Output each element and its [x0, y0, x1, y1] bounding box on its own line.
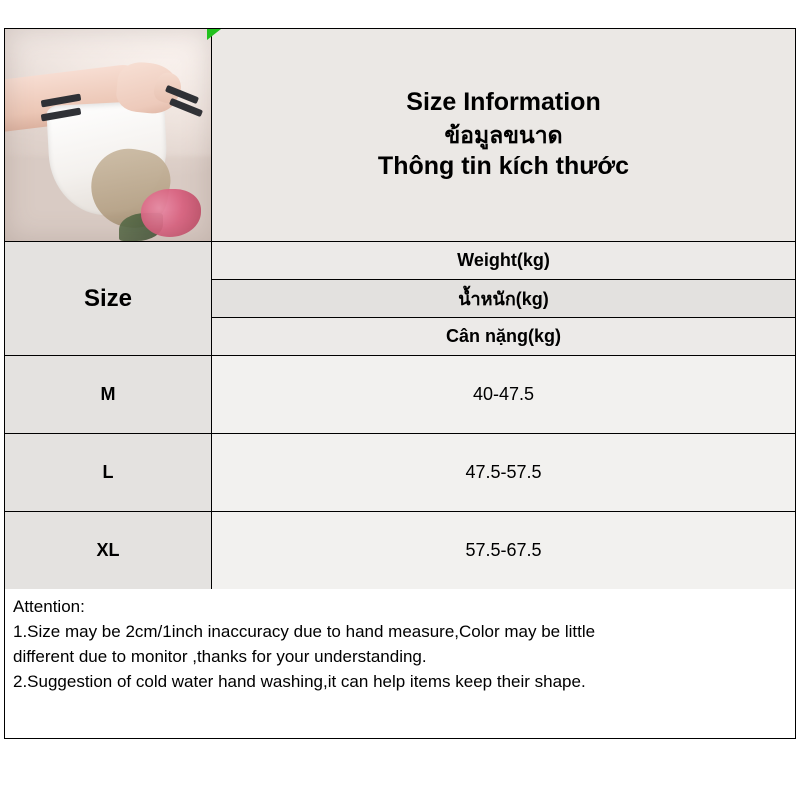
size-value-m: M — [5, 356, 212, 434]
attention-line-1: 1.Size may be 2cm/1inch inaccuracy due to hand measure,Color may be little — [13, 622, 596, 642]
weight-value-l: 47.5-57.5 — [212, 434, 796, 512]
size-value-l: L — [5, 434, 212, 512]
product-photo-cell — [5, 29, 212, 242]
attention-block — [4, 589, 796, 739]
title-english: Size Information — [406, 88, 601, 117]
title-thai: ข้อมูลขนาด — [444, 121, 563, 148]
weight-value-xl: 57.5-67.5 — [212, 512, 796, 590]
size-value-xl: XL — [5, 512, 212, 590]
weight-header-th: น้ำหนัก(kg) — [212, 280, 796, 318]
weight-header-vi: Cân nặng(kg) — [212, 318, 796, 356]
title-vietnamese: Thông tin kích thước — [377, 152, 630, 181]
product-photo — [5, 29, 211, 241]
table-row — [5, 434, 796, 512]
attention-heading: Attention: — [13, 597, 85, 616]
size-column-header: Size — [5, 242, 212, 356]
table-row — [5, 512, 796, 590]
green-corner-marker — [207, 29, 221, 40]
weight-header-en: Weight(kg) — [212, 242, 796, 280]
size-information-table — [4, 28, 796, 590]
size-chart-sheet — [0, 28, 800, 772]
column-header-row-1 — [5, 242, 796, 280]
attention-line-3: 2.Suggestion of cold water hand washing,it can help items keep their shape. — [13, 672, 586, 692]
attention-line-2: different due to monitor ,thanks for your understanding. — [13, 647, 427, 667]
table-header-row — [5, 29, 796, 242]
weight-value-m: 40-47.5 — [212, 356, 796, 434]
title-cell — [212, 29, 796, 242]
table-row — [5, 356, 796, 434]
